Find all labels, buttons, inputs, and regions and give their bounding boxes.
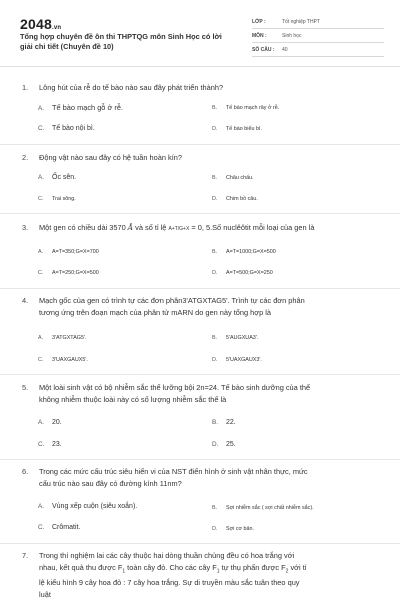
q3-option-a[interactable]: A. A=T=350;G=X=700 — [38, 249, 99, 255]
document-meta — [252, 15, 384, 57]
q6-option-c[interactable]: C. Crômatit. — [38, 524, 81, 531]
q2-option-d[interactable]: D. Chim bồ câu. — [212, 196, 258, 202]
header-divider — [0, 66, 400, 67]
site-logo[interactable]: 2048.vn — [20, 16, 62, 32]
q2-option-c[interactable]: C. Trai sông. — [38, 196, 76, 202]
q4-option-a[interactable]: A. 3'ATGXTAG5'. — [38, 335, 87, 341]
q4-option-d[interactable]: D. 5'UAXGAUX3'. — [212, 357, 262, 363]
question-divider — [0, 459, 400, 460]
meta-class: LỚP : Tốt nghiệp THPT — [252, 15, 384, 29]
q1-option-b[interactable]: B. Tế bào mạch rây ở rễ. — [212, 105, 280, 111]
q3-option-d[interactable]: D. A=T=500;G=X=250 — [212, 270, 273, 276]
question-7-text: 7. Trong thí nghiệm lai các cây thuộc hai dòng thuần chủng đều có hoa trắng với nhau, kết quả thu được $F_1$ toàn cây đỏ. Cho các cây $F_1$ tự thụ phấn được $F_2$ với tỉ lệ kiểu hình 9 cây hoa đỏ : 7 cây hoa trắng. Sự di truyền màu sắc tuân theo quy luật — [22, 551, 307, 599]
q1-option-a[interactable]: A. Tế bào mạch gỗ ở rễ. — [38, 103, 123, 112]
q4-option-c[interactable]: C. 3'UAXGAUX5'. — [38, 357, 88, 363]
question-2-text: 2. Động vật nào sau đây có hệ tuần hoàn kín? — [22, 153, 182, 162]
q1-option-d[interactable]: D. Tế bào biểu bì. — [212, 126, 262, 132]
q3-option-c[interactable]: C. A=T=250;G=X=500 — [38, 270, 99, 276]
question-5-text: 5. Một loài sinh vật có bộ nhiễm sắc thể lưỡng bội 2n=24. Tế bào sinh dưỡng của thể không nhiễm thuộc loài này có số lượng nhiễm sắc thể là — [22, 383, 311, 404]
q6-option-d[interactable]: D. Sợi cơ bản. — [212, 526, 255, 532]
q5-option-c[interactable]: C. 23. — [38, 441, 62, 448]
document-header — [0, 0, 400, 66]
question-divider — [0, 543, 400, 544]
question-3-text: 3. Một gen có chiều dài 3570 Å và số tỉ lệ A+T/G+X = 0, 5.Số nuclêôtit mỗi loại của gen là — [22, 223, 315, 232]
question-6-text: 6. Trong các mức cấu trúc siêu hiển vi của NST điển hình ở sinh vật nhân thực, mức cấu trúc nào sau đây có đường kính 11nm? — [22, 467, 308, 488]
ratio-fraction: A+T/G+X — [168, 226, 190, 232]
question-1-text: 1. Lông hút của rễ do tế bào nào sau đây phát triển thành? — [22, 83, 224, 92]
q3-option-b[interactable]: B. A=T=1000;G=X=500 — [212, 249, 276, 255]
q6-option-b[interactable]: B. Sợi nhiễm sắc ( sợi chất nhiễm sắc). — [212, 505, 314, 511]
question-divider — [0, 213, 400, 214]
q6-option-a[interactable]: A. Vùng xếp cuộn (siêu xoắn). — [38, 503, 138, 510]
document-title: Tổng hợp chuyên đề ôn thi THPTQG môn Sinh Học có lời giải chi tiết (Chuyên đề 10) — [20, 32, 222, 51]
question-4-text: 4. Mạch gốc của gen có trình tự các đơn phân3'ATGXTAG5'. Trình tự các đơn phân tương ứng trên đoạn mạch của phân tử mARN do gen này tổng hợp là — [22, 296, 305, 317]
q5-option-a[interactable]: A. 20. — [38, 419, 62, 426]
q5-option-b[interactable]: B. 22. — [212, 419, 236, 426]
meta-subject: MÔN : Sinh học — [252, 29, 384, 43]
meta-question-count: SỐ CÂU : 40 — [252, 43, 384, 57]
question-divider — [0, 144, 400, 145]
question-divider — [0, 288, 400, 289]
q2-option-b[interactable]: B. Châu chấu. — [212, 175, 254, 181]
q2-option-a[interactable]: A. Ốc sên. — [38, 174, 77, 181]
q5-option-d[interactable]: D. 25. — [212, 441, 236, 448]
q1-option-c[interactable]: C. Tế bào nội bì. — [38, 125, 95, 132]
question-divider — [0, 374, 400, 375]
q4-option-b[interactable]: B. 5'AUGXUA3'. — [212, 335, 259, 341]
